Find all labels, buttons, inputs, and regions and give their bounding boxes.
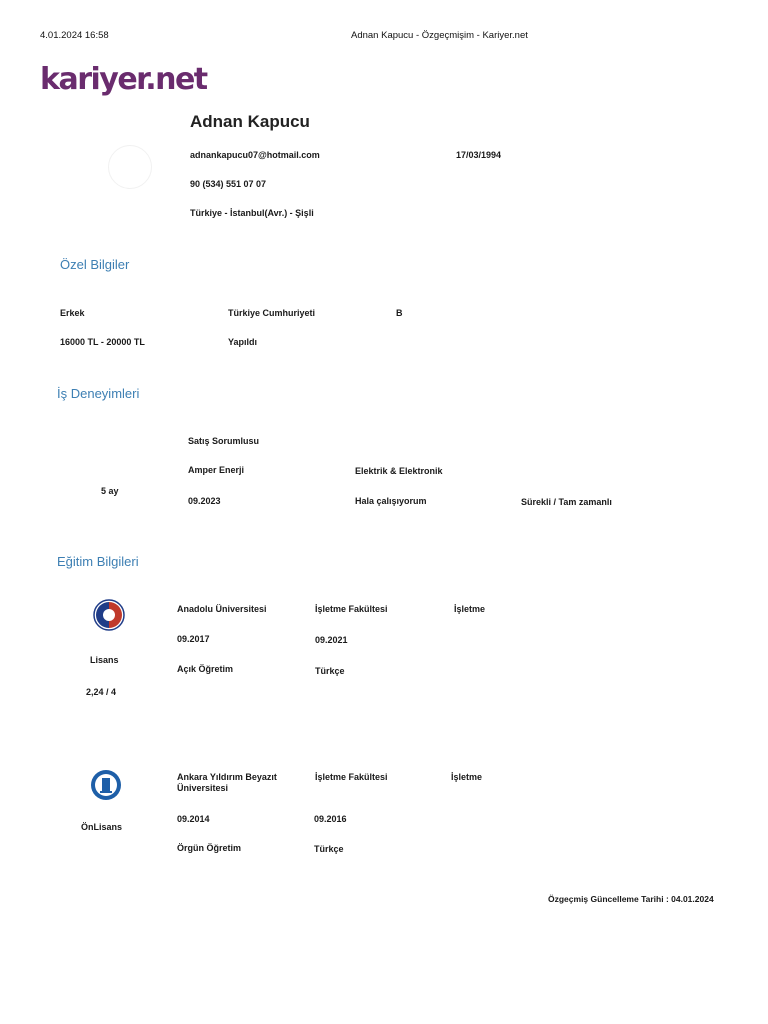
personal-nationality: Türkiye Cumhuriyeti xyxy=(228,308,316,318)
education-1-start: 09.2017 xyxy=(177,634,210,644)
education-2-type: Örgün Öğretim xyxy=(177,843,242,853)
section-title-experience: İş Deneyimleri xyxy=(57,386,140,401)
education-2-end: 09.2016 xyxy=(314,814,347,824)
experience-end: Hala çalışıyorum xyxy=(355,496,427,506)
experience-position: Satış Sorumlusu xyxy=(188,436,260,446)
education-1-faculty: İşletme Fakültesi xyxy=(315,604,388,614)
profile-birth-date: 17/03/1994 xyxy=(456,150,502,160)
kariyer-logo: kariyer.net xyxy=(40,62,207,97)
profile-name: Adnan Kapucu xyxy=(190,112,310,131)
section-title-personal: Özel Bilgiler xyxy=(60,257,130,272)
education-1-department: İşletme xyxy=(454,604,486,614)
education-2-department: İşletme xyxy=(451,772,483,782)
profile-email: adnankapucu07@hotmail.com xyxy=(190,150,320,160)
experience-work-type: Sürekli / Tam zamanlı xyxy=(521,497,612,507)
experience-duration: 5 ay xyxy=(101,486,119,496)
education-2-faculty: İşletme Fakültesi xyxy=(315,772,388,782)
education-2-university: Ankara Yıldırım Beyazıt Üniversitesi xyxy=(177,772,277,793)
section-title-education: Eğitim Bilgileri xyxy=(57,554,139,569)
profile-phone: 90 (534) 551 07 07 xyxy=(190,179,267,189)
education-1-gpa: 2,24 / 4 xyxy=(86,687,117,697)
personal-gender: Erkek xyxy=(60,308,85,318)
resume-updated-date: Özgeçmiş Güncelleme Tarihi : 04.01.2024 xyxy=(548,894,714,904)
print-datetime: 4.01.2024 16:58 xyxy=(40,30,109,41)
education-1-language: Türkçe xyxy=(315,666,345,676)
education-2-start: 09.2014 xyxy=(177,814,210,824)
experience-start: 09.2023 xyxy=(188,496,221,506)
profile-photo-placeholder xyxy=(108,145,152,189)
education-1-level: Lisans xyxy=(90,655,119,665)
personal-salary: 16000 TL - 20000 TL xyxy=(60,337,145,347)
education-2-level: ÖnLisans xyxy=(81,822,123,832)
aybu-university-logo xyxy=(89,768,123,807)
personal-license: B xyxy=(396,308,403,318)
profile-location: Türkiye - İstanbul(Avr.) - Şişli xyxy=(190,208,314,218)
education-2-language: Türkçe xyxy=(314,844,344,854)
education-1-type: Açık Öğretim xyxy=(177,664,234,674)
experience-sector: Elektrik & Elektronik xyxy=(355,466,443,476)
print-page-title: Adnan Kapucu - Özgeçmişim - Kariyer.net xyxy=(351,30,528,41)
education-1-end: 09.2021 xyxy=(315,635,348,645)
anadolu-university-logo xyxy=(92,598,126,637)
education-1-university: Anadolu Üniversitesi xyxy=(177,604,267,614)
personal-military: Yapıldı xyxy=(228,337,258,347)
experience-company: Amper Enerji xyxy=(188,465,245,475)
